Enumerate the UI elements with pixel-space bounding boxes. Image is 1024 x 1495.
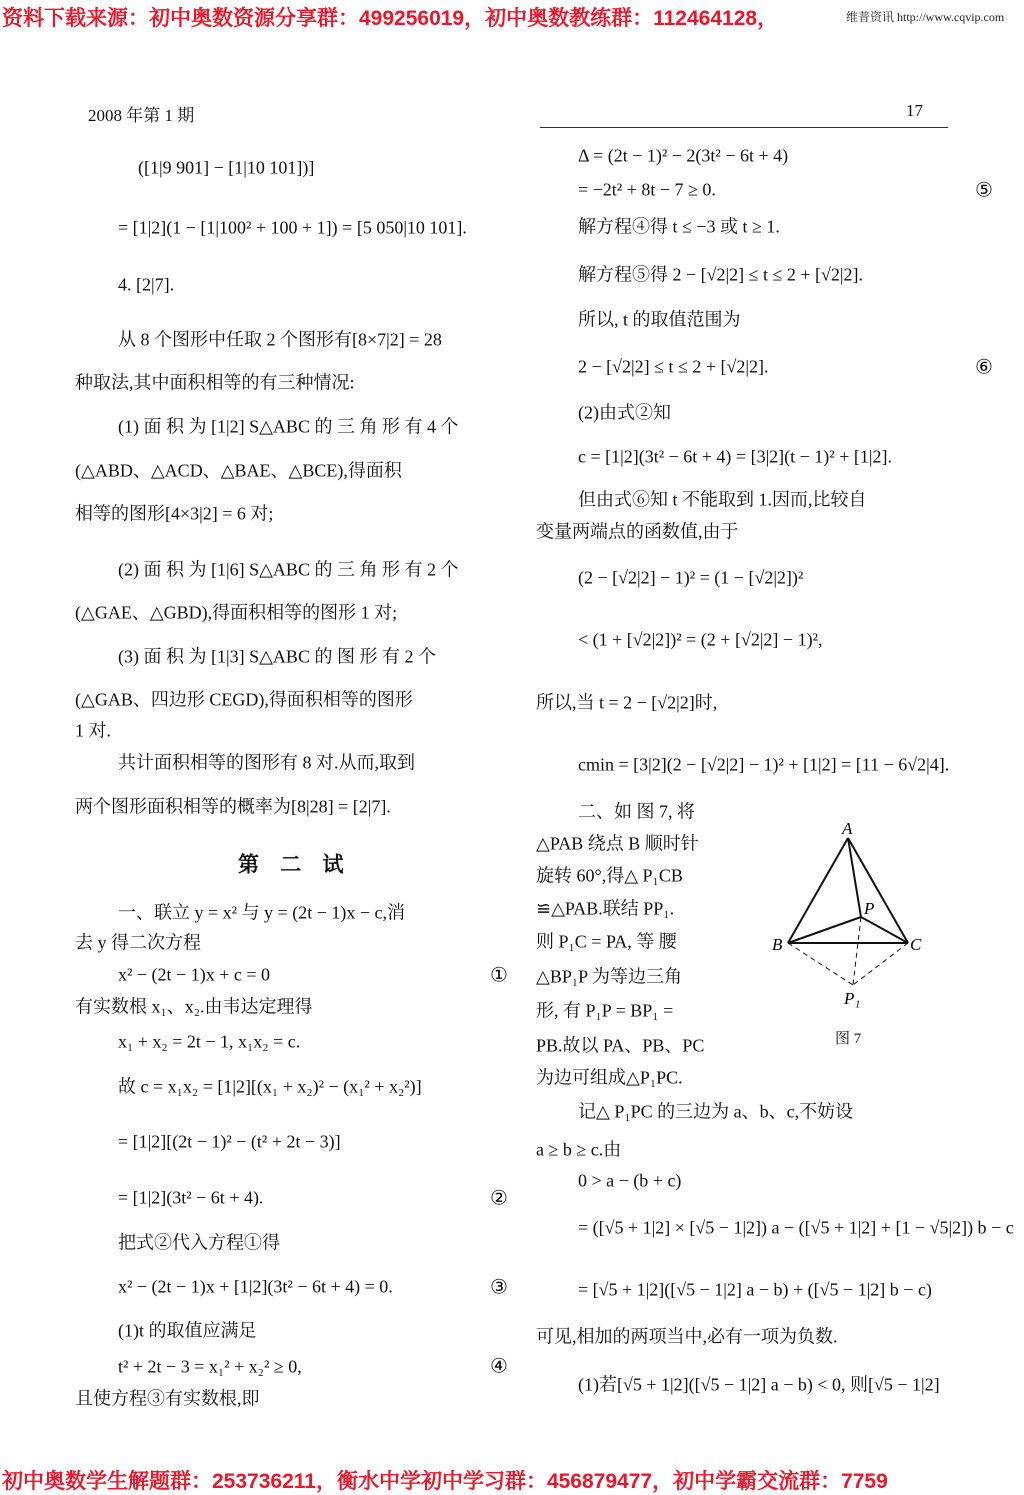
label-b: B xyxy=(772,935,783,954)
page-number: 17 xyxy=(906,101,923,120)
left-text-line: 4. [2|7]. xyxy=(118,274,175,295)
right-text-line: 可见,相加的两项当中,必有一项为负数. xyxy=(536,1326,838,1347)
left-text-line: 两个图形面积相等的概率为[8|28] = [2|7]. xyxy=(75,796,391,817)
equation-marker-6: ⑥ xyxy=(975,356,993,379)
section-title: 第 二 试 xyxy=(238,852,352,877)
right-text-line: 旋转 60°,得△ P₁CB xyxy=(536,865,683,886)
equation-marker-1: ① xyxy=(490,964,508,987)
left-text-line: 且使方程③有实数根,即 xyxy=(75,1388,260,1409)
issue-label: 2008 年第 1 期 xyxy=(88,106,195,125)
equation-marker-5: ⑤ xyxy=(975,179,993,202)
watermark: 维普资讯 http://www.cqvip.com xyxy=(846,10,1005,24)
left-text-line: (△ABD、△ACD、△BAE、△BCE),得面积 xyxy=(75,460,402,481)
equation-marker-4: ④ xyxy=(490,1355,508,1378)
left-text-line: 一、联立 y = x² 与 y = (2t − 1)x − c,消 xyxy=(118,902,405,923)
right-text-line: 解方程⑤得 2 − [√2|2] ≤ t ≤ 2 + [√2|2]. xyxy=(578,264,864,285)
right-text-line: (1)若[√5 + 1|2]([√5 − 1|2] a − b) < 0, 则[√5 − 1|2] xyxy=(578,1374,940,1395)
right-text-line: a ≥ b ≥ c.由 xyxy=(536,1139,622,1160)
right-text-line: (2)由式②知 xyxy=(578,402,671,423)
right-text-line: 所以, t 的取值范围为 xyxy=(578,309,741,330)
left-text-line: t² + 2t − 3 = x₁² + x₂² ≥ 0, xyxy=(118,1356,302,1377)
left-text-line: 种取法,其中面积相等的有三种情况: xyxy=(75,372,355,393)
right-text-line: (2 − [√2|2] − 1)² = (1 − [√2|2])² xyxy=(578,567,804,588)
right-text-line: 所以,当 t = 2 − [√2|2]时, xyxy=(536,692,718,713)
equation-marker-3: ③ xyxy=(490,1276,508,1299)
right-text-line: = ([√5 + 1|2] × [√5 − 1|2]) a − ([√5 + 1|2] + [1 − √5|2]) b − c xyxy=(578,1217,1014,1238)
left-text-line: ([1|9 901] − [1|10 101])] xyxy=(138,157,315,178)
right-text-line: ≌△PAB.联结 PP₁. xyxy=(536,898,675,919)
left-text-line: = [1|2][(2t − 1)² − (t² + 2t − 3)] xyxy=(118,1131,341,1152)
left-text-line: = [1|2](3t² − 6t + 4). xyxy=(118,1187,264,1208)
right-text-line: 二、如 图 7, 将 xyxy=(578,801,695,822)
label-p1: P₁ xyxy=(844,989,861,1008)
right-text-line: c = [1|2](3t² − 6t + 4) = [3|2](t − 1)² + [1|2]. xyxy=(578,446,892,467)
left-text-line: 把式②代入方程①得 xyxy=(118,1232,280,1253)
left-text-line: x² − (2t − 1)x + [1|2](3t² − 6t + 4) = 0. xyxy=(118,1276,393,1297)
left-text-line: (2) 面 积 为 [1|6] S△ABC 的 三 角 形 有 2 个 xyxy=(118,559,459,580)
left-text-line: x² − (2t − 1)x + c = 0 xyxy=(118,964,270,985)
right-text-line: PB.故以 PA、PB、PC xyxy=(536,1035,705,1056)
right-text-line: cmin = [3|2](2 − [√2|2] − 1)² + [1|2] = [11 − 6√2|4]. xyxy=(578,754,950,775)
right-text-line: 记△ P₁PC 的三边为 a、b、c,不妨设 xyxy=(578,1101,854,1122)
figure-7-triangle xyxy=(760,810,960,1030)
left-text-line: x₁ + x₂ = 2t − 1, x₁x₂ = c. xyxy=(118,1031,301,1052)
top-banner: 资料下载来源：初中奥数资源分享群：499256019，初中奥数教练群：112464128， xyxy=(2,7,779,30)
left-text-line: 有实数根 x₁、x₂.由韦达定理得 xyxy=(75,996,313,1017)
right-text-line: 为边可组成△P₁PC. xyxy=(536,1067,683,1088)
left-text-line: 共计面积相等的图形有 8 对.从而,取到 xyxy=(118,752,415,773)
right-text-line: △BP₁P 为等边三角 xyxy=(536,966,682,987)
label-p: P xyxy=(864,899,875,918)
right-text-line: 解方程④得 t ≤ −3 或 t ≥ 1. xyxy=(578,216,780,237)
left-text-line: (1) 面 积 为 [1|2] S△ABC 的 三 角 形 有 4 个 xyxy=(118,416,459,437)
right-text-line: 0 > a − (b + c) xyxy=(578,1170,682,1191)
left-text-line: = [1|2](1 − [1|100² + 100 + 1]) = [5 050|10 101]. xyxy=(118,217,467,238)
right-text-line: = −2t² + 8t − 7 ≥ 0. xyxy=(578,179,716,200)
right-text-line: = [√5 + 1|2]([√5 − 1|2] a − b) + ([√5 − 1|2] b − c) xyxy=(578,1279,932,1300)
label-c: C xyxy=(910,935,922,954)
bottom-banner: 初中奥数学生解题群：253736211，衡水中学初中学习群：456879477，初中学霸交流群：7759 xyxy=(2,1470,888,1493)
right-text-line: 则 P₁C = PA, 等 腰 xyxy=(536,931,677,952)
left-text-line: 1 对. xyxy=(75,720,111,741)
right-text-line: 但由式⑥知 t 不能取到 1.因而,比较自 xyxy=(578,489,867,510)
right-text-line: Δ = (2t − 1)² − 2(3t² − 6t + 4) xyxy=(578,145,789,166)
left-text-line: 故 c = x₁x₂ = [1|2][(x₁ + x₂)² − (x₁² + x₂²)] xyxy=(118,1076,422,1097)
left-text-line: (△GAB、四边形 CEGD),得面积相等的图形 xyxy=(75,689,413,710)
right-text-line: 变量两端点的函数值,由于 xyxy=(536,521,739,542)
right-text-line: 2 − [√2|2] ≤ t ≤ 2 + [√2|2]. xyxy=(578,356,769,377)
left-text-line: 相等的图形[4×3|2] = 6 对; xyxy=(75,503,274,524)
header-rule xyxy=(540,127,948,128)
equation-marker-2: ② xyxy=(490,1187,508,1210)
left-text-line: 从 8 个图形中任取 2 个图形有[8×7|2] = 28 xyxy=(118,329,442,350)
left-text-line: 去 y 得二次方程 xyxy=(75,932,201,953)
label-a: A xyxy=(842,819,853,838)
left-text-line: (1)t 的取值应满足 xyxy=(118,1320,257,1341)
left-text-line: (△GAE、△GBD),得面积相等的图形 1 对; xyxy=(75,602,398,623)
right-text-line: 形, 有 P₁P = BP₁ = xyxy=(536,1000,674,1021)
right-text-line: < (1 + [√2|2])² = (2 + [√2|2] − 1)², xyxy=(578,629,823,650)
right-text-line: △PAB 绕点 B 顺时针 xyxy=(536,833,699,854)
figure-caption: 图 7 xyxy=(835,1031,862,1047)
left-text-line: (3) 面 积 为 [1|3] S△ABC 的 图 形 有 2 个 xyxy=(118,646,436,667)
